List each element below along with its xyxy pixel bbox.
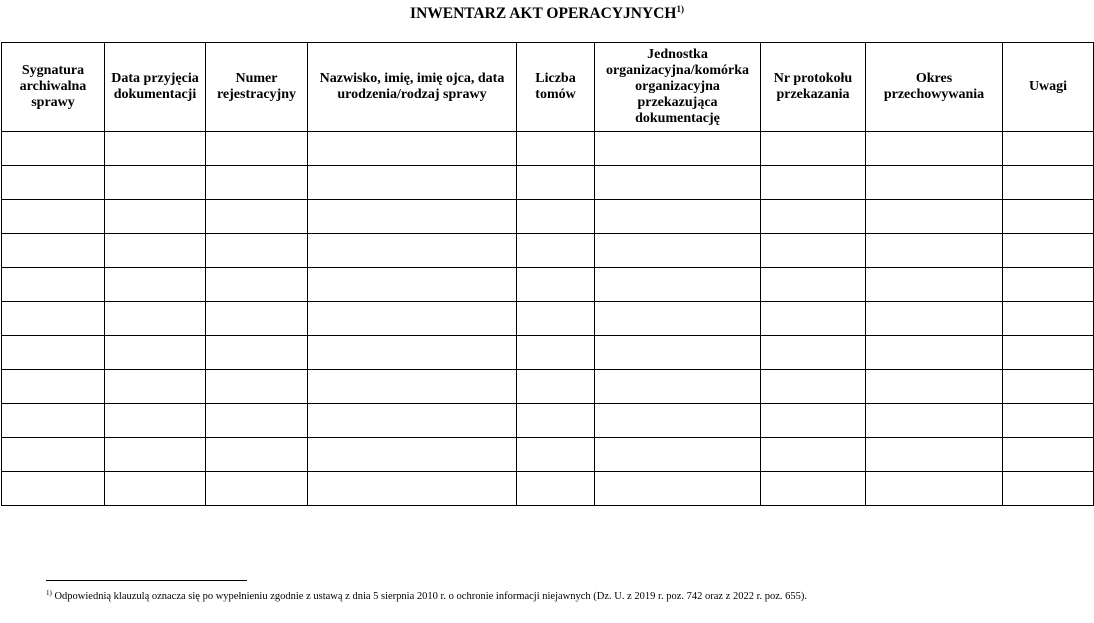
table-cell[interactable] xyxy=(595,234,761,268)
table-cell[interactable] xyxy=(761,200,866,234)
table-cell[interactable] xyxy=(308,472,517,506)
table-cell[interactable] xyxy=(595,200,761,234)
table-cell[interactable] xyxy=(206,234,308,268)
table-cell[interactable] xyxy=(595,472,761,506)
table-row xyxy=(2,200,1094,234)
table-cell[interactable] xyxy=(206,200,308,234)
table-cell[interactable] xyxy=(308,302,517,336)
column-header-okres: Okres przechowywania xyxy=(866,43,1003,132)
table-cell[interactable] xyxy=(105,404,206,438)
table-cell[interactable] xyxy=(595,438,761,472)
table-cell[interactable] xyxy=(866,166,1003,200)
table-cell[interactable] xyxy=(308,370,517,404)
table-cell[interactable] xyxy=(1003,166,1094,200)
table-cell[interactable] xyxy=(308,268,517,302)
table-cell[interactable] xyxy=(2,200,105,234)
table-header-row xyxy=(2,43,1094,132)
table-cell[interactable] xyxy=(105,336,206,370)
table-cell[interactable] xyxy=(2,438,105,472)
column-header-jednostka: Jednostka organizacyjna/komórka organizacyjna przekazująca dokumentację xyxy=(595,43,761,132)
table-cell[interactable] xyxy=(866,404,1003,438)
column-header-data-przyjecia: Data przyjęcia dokumentacji xyxy=(105,43,206,132)
table-cell[interactable] xyxy=(2,336,105,370)
column-header-liczba-tomow: Liczba tomów xyxy=(517,43,595,132)
table-row xyxy=(2,438,1094,472)
table-cell[interactable] xyxy=(517,472,595,506)
document-title-text: INWENTARZ AKT OPERACYJNYCH xyxy=(410,5,677,22)
document-title xyxy=(0,4,1094,24)
table-cell[interactable] xyxy=(206,370,308,404)
table-cell[interactable] xyxy=(105,370,206,404)
table-cell[interactable] xyxy=(1003,336,1094,370)
table-cell[interactable] xyxy=(308,166,517,200)
footnote-separator xyxy=(46,580,247,581)
table-cell[interactable] xyxy=(1003,268,1094,302)
table-cell[interactable] xyxy=(105,268,206,302)
table-cell[interactable] xyxy=(595,166,761,200)
table-cell[interactable] xyxy=(2,132,105,166)
table-cell[interactable] xyxy=(2,302,105,336)
table-cell[interactable] xyxy=(761,132,866,166)
table-cell[interactable] xyxy=(517,302,595,336)
table-cell[interactable] xyxy=(206,302,308,336)
table-cell[interactable] xyxy=(761,234,866,268)
table-body xyxy=(2,132,1094,506)
table-cell[interactable] xyxy=(206,404,308,438)
table-cell[interactable] xyxy=(2,472,105,506)
table-cell[interactable] xyxy=(761,404,866,438)
table-cell[interactable] xyxy=(517,200,595,234)
table-cell[interactable] xyxy=(595,268,761,302)
table-cell[interactable] xyxy=(517,438,595,472)
table-row xyxy=(2,234,1094,268)
table-cell[interactable] xyxy=(1003,132,1094,166)
table-cell[interactable] xyxy=(866,132,1003,166)
table-cell[interactable] xyxy=(105,166,206,200)
table-cell[interactable] xyxy=(2,268,105,302)
table-cell[interactable] xyxy=(308,336,517,370)
table-cell[interactable] xyxy=(206,472,308,506)
table-row xyxy=(2,166,1094,200)
table-row xyxy=(2,336,1094,370)
footnote xyxy=(46,591,807,603)
table-cell[interactable] xyxy=(308,132,517,166)
table-cell[interactable] xyxy=(1003,234,1094,268)
table-cell[interactable] xyxy=(595,404,761,438)
table-cell[interactable] xyxy=(206,336,308,370)
table-row xyxy=(2,268,1094,302)
table-cell[interactable] xyxy=(517,336,595,370)
table-cell[interactable] xyxy=(866,234,1003,268)
column-header-uwagi: Uwagi xyxy=(1003,43,1094,132)
table-cell[interactable] xyxy=(206,268,308,302)
column-header-nazwisko: Nazwisko, imię, imię ojca, data urodzenia/rodzaj sprawy xyxy=(308,43,517,132)
table-cell[interactable] xyxy=(2,404,105,438)
table-cell[interactable] xyxy=(761,472,866,506)
table-cell[interactable] xyxy=(866,370,1003,404)
table-cell[interactable] xyxy=(761,438,866,472)
table-cell[interactable] xyxy=(1003,438,1094,472)
table-cell[interactable] xyxy=(2,166,105,200)
table-cell[interactable] xyxy=(2,234,105,268)
table-cell[interactable] xyxy=(105,302,206,336)
table-cell[interactable] xyxy=(866,336,1003,370)
table-cell[interactable] xyxy=(308,438,517,472)
table-cell[interactable] xyxy=(105,472,206,506)
table-cell[interactable] xyxy=(517,268,595,302)
table-cell[interactable] xyxy=(2,370,105,404)
table-cell[interactable] xyxy=(105,200,206,234)
table-cell[interactable] xyxy=(517,404,595,438)
table-cell[interactable] xyxy=(105,132,206,166)
table-row xyxy=(2,472,1094,506)
table-cell[interactable] xyxy=(1003,302,1094,336)
table-cell[interactable] xyxy=(1003,370,1094,404)
table-cell[interactable] xyxy=(1003,472,1094,506)
table-cell[interactable] xyxy=(1003,404,1094,438)
table-cell[interactable] xyxy=(761,166,866,200)
table-cell[interactable] xyxy=(517,166,595,200)
table-cell[interactable] xyxy=(761,336,866,370)
table-cell[interactable] xyxy=(105,438,206,472)
table-cell[interactable] xyxy=(308,404,517,438)
column-header-nr-protokolu: Nr protokołu przekazania xyxy=(761,43,866,132)
table-cell[interactable] xyxy=(517,234,595,268)
table-cell[interactable] xyxy=(1003,200,1094,234)
inventory-table xyxy=(1,42,1094,506)
table-row xyxy=(2,370,1094,404)
table-cell[interactable] xyxy=(206,132,308,166)
column-header-sygnatura: Sygnatura archiwalna sprawy xyxy=(2,43,105,132)
title-footnote-marker: 1) xyxy=(676,4,684,14)
footnote-marker: 1) xyxy=(46,589,52,597)
column-header-numer-rejestracyjny: Numer rejestracyjny xyxy=(206,43,308,132)
table-cell[interactable] xyxy=(517,132,595,166)
table-cell[interactable] xyxy=(308,234,517,268)
table-cell[interactable] xyxy=(206,166,308,200)
table-cell[interactable] xyxy=(206,438,308,472)
table-cell[interactable] xyxy=(761,370,866,404)
table-row xyxy=(2,132,1094,166)
table-cell[interactable] xyxy=(866,472,1003,506)
table-cell[interactable] xyxy=(595,302,761,336)
table-cell[interactable] xyxy=(517,370,595,404)
table-cell[interactable] xyxy=(866,302,1003,336)
table-cell[interactable] xyxy=(595,132,761,166)
table-cell[interactable] xyxy=(308,200,517,234)
table-cell[interactable] xyxy=(105,234,206,268)
table-cell[interactable] xyxy=(595,336,761,370)
table-row xyxy=(2,302,1094,336)
table-cell[interactable] xyxy=(761,268,866,302)
table-cell[interactable] xyxy=(866,268,1003,302)
table-row xyxy=(2,404,1094,438)
footnote-text: Odpowiednią klauzulą oznacza się po wypełnieniu zgodnie z ustawą z dnia 5 sierpnia 2010 r. o ochronie informacji niejawnych (Dz. U. z 2019 r. poz. 742 oraz z 2022 r. poz. 655). xyxy=(54,591,808,602)
table-cell[interactable] xyxy=(595,370,761,404)
table-cell[interactable] xyxy=(866,200,1003,234)
table-cell[interactable] xyxy=(761,302,866,336)
table-cell[interactable] xyxy=(866,438,1003,472)
